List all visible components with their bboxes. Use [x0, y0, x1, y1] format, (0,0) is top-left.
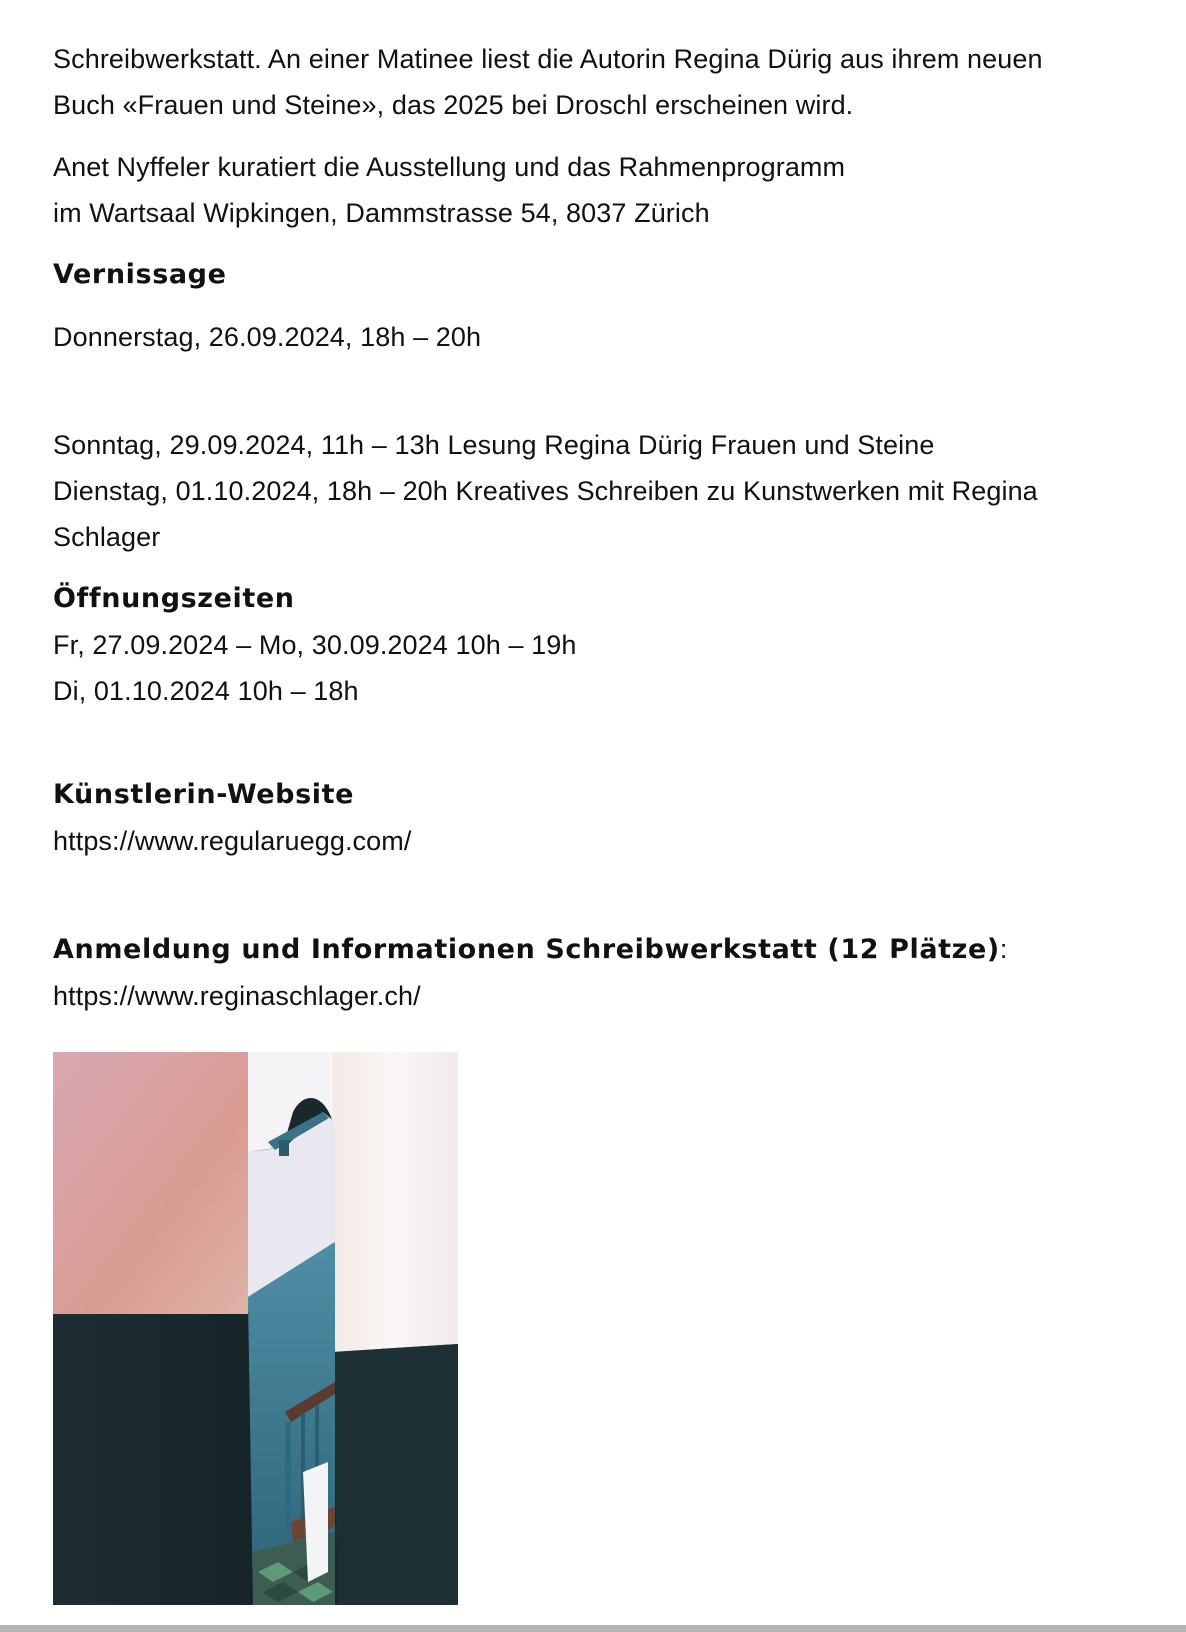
vernissage-heading: Vernissage	[53, 259, 227, 290]
stairwell-photo	[53, 1052, 458, 1605]
intro-line-1: Schreibwerkstatt. An einer Matinee liest die Autorin Regina Dürig aus ihrem neuen	[53, 44, 1043, 74]
document-body	[53, 36, 1163, 1019]
page-bottom-bar	[0, 1625, 1186, 1632]
curator-line-1: Anet Nyffeler kuratiert die Ausstellung und das Rahmenprogramm	[53, 152, 846, 182]
event-writing-workshop: Dienstag, 01.10.2024, 18h – 20h Kreatives Schreiben zu Kunstwerken mit Regina	[53, 476, 1038, 506]
registration-link[interactable]: https://www.reginaschlager.ch/	[53, 981, 421, 1011]
vernissage-date: Donnerstag, 26.09.2024, 18h – 20h	[53, 322, 482, 352]
hours-heading: Öffnungszeiten	[53, 583, 295, 614]
registration-colon: :	[999, 934, 1008, 964]
hours-line-1: Fr, 27.09.2024 – Mo, 30.09.2024 10h – 19h	[53, 630, 577, 660]
curator-paragraph	[53, 144, 1163, 236]
hours-line-2: Di, 01.10.2024 10h – 18h	[53, 676, 359, 706]
event-writing-workshop-cont: Schlager	[53, 522, 161, 552]
registration-heading-row	[53, 926, 1163, 973]
registration-heading: Anmeldung und Informationen Schreibwerkstatt (12 Plätze)	[53, 934, 1000, 965]
intro-paragraph	[53, 36, 1163, 128]
events-list	[53, 422, 1163, 560]
artist-website-link[interactable]: https://www.regularuegg.com/	[53, 826, 412, 856]
website-heading: Künstlerin-Website	[53, 779, 355, 810]
intro-line-2: Buch «Frauen und Steine», das 2025 bei Droschl erscheinen wird.	[53, 90, 854, 120]
curator-line-2: im Wartsaal Wipkingen, Dammstrasse 54, 8037 Zürich	[53, 198, 710, 228]
hours-list	[53, 622, 1163, 714]
event-reading: Sonntag, 29.09.2024, 11h – 13h Lesung Regina Dürig Frauen und Steine	[53, 430, 935, 460]
